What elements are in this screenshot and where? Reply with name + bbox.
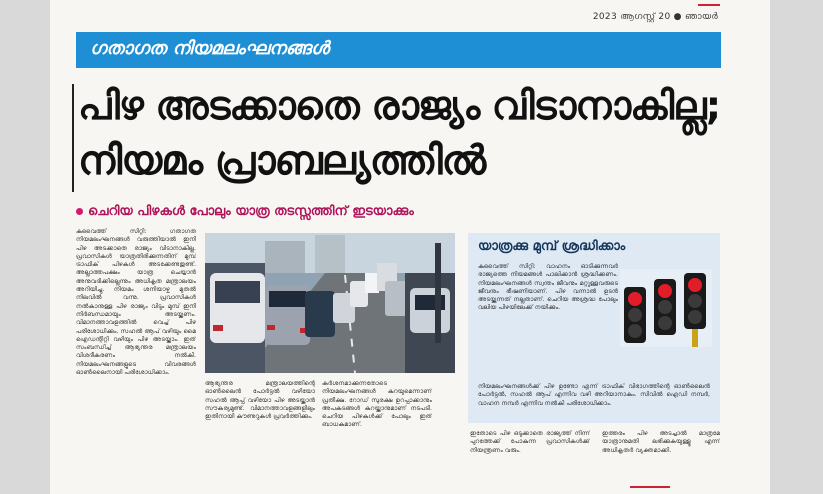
dateline: 2023 ആഗസ്റ്റ് 20 ● ഞായർ xyxy=(592,12,718,22)
headline-rule xyxy=(72,84,74,192)
article-column-3: കർശനമാക്കുന്നതോടെ നിയമലംഘനങ്ങൾ കുറയുമെന്നാണ് പ്രതീക്ഷ. റോഡ് സുരക്ഷ ഉറപ്പാക്കാനും അപകടങ്ങൾ കുറയ്ക്കാനുമാണ് നടപടി. ചെറിയ പിഴകൾക്ക് പോലും ഇത് ബാധകമാണ്. xyxy=(322,380,432,429)
headline-line-1: പിഴ അടക്കാതെ രാജ്യം വിടാനാകില്ല; xyxy=(78,84,721,129)
newspaper-page xyxy=(50,0,770,494)
bullet-icon xyxy=(76,208,83,215)
article-column-5: ഇത്തരം പിഴ അടച്ചാൽ മാത്രമേ യാത്രാനുമതി ലഭിക്കുകയുള്ളൂ എന്ന് അധികൃതർ വ്യക്തമാക്കി. xyxy=(602,430,720,454)
subheadline-text: ചെറിയ പിഴകൾ പോലും യാത്ര തടസ്സത്തിന് ഇടയാക്കും xyxy=(88,204,414,219)
section-banner xyxy=(76,32,721,68)
article-column-4: ഇതോടെ പിഴ ഒടുക്കാതെ രാജ്യത്ത് നിന്ന് പുറത്തേക്ക് പോകുന്ന പ്രവാസികൾക്ക് നിയന്ത്രണം വരും. xyxy=(470,430,590,454)
sidebar-box-title: യാത്രക്കു മുമ്പ് ശ്രദ്ധിക്കാം xyxy=(478,239,626,254)
traffic-photo-illustration xyxy=(205,233,455,373)
sidebar-box-text-2: നിയമലംഘനങ്ങൾക്ക് പിഴ ഉണ്ടോ എന്ന് ട്രാഫിക് വിഭാഗത്തിന്റെ ഓൺലൈൻ പോർട്ടൽ, സഹൽ ആപ് എന്നിവ വഴി അറിയാനാകും. സിവിൽ ഐഡി നമ്പർ, വാഹന നമ്പർ എന്നിവ നൽകി പരിശോധിക്കാം. xyxy=(478,383,710,407)
sidebar-box-text-1: കുവൈത്ത് സിറ്റി: വാഹനം ഓടിക്കുന്നവർ രാജ്യത്തെ നിയമങ്ങൾ പാലിക്കാൻ ശ്രദ്ധിക്കണം. നിയമലംഘനങ്ങൾ സ്വന്തം ജീവനും മറ്റുള്ളവരുടെ ജീവനും ഭീഷണിയാണ്. പിഴ വന്നാൽ ഉടൻ അടയ്ക്കുന്നത് നല്ലതാണ്. ചെറിയ അശ്രദ്ധ പോലും വലിയ പിഴയിലേക്ക് നയിക്കും. xyxy=(478,263,618,312)
article-column-1: കുവൈത്ത് സിറ്റി: ഗതാഗത നിയമലംഘനങ്ങൾ വരുത്തിയാൽ ഇനി പിഴ അടക്കാതെ രാജ്യം വിടാനാകില്ല. പ്രവാസികൾ യാത്രതിരിക്കുന്നതിന് മുമ്പ് ട്രാഫിക് പിഴകൾ അടക്കേണ്ടതുണ്ട്. അല്ലാത്തപക്ഷം യാത്ര ചെയ്യാൻ അനുവദിക്കില്ലെന്നും അധികൃത മന്ത്രാലയം അറിയിച്ചു. നിയമം ശനിയാഴ്ച മുതൽ നിലവിൽ വന്നു. പ്രവാസികൾ നൽകാനുള്ള പിഴ രാജ്യം വിടും മുമ്പ് ഇനി നിർബന്ധമായും അടയ്ക്കണം. വിമാനത്താവളത്തിൽ വെച്ച് പിഴ പരിശോധിക്കും. സഹൽ ആപ് വഴിയും മൈ ഐഡന്റിറ്റി വഴിയും പിഴ അടയ്ക്കാം. ഇത് സംബന്ധിച്ച് ആഭ്യന്തര മന്ത്രാലയം വിശദീകരണം നൽകി. നിയമലംഘനങ്ങളുടെ വിവരങ്ങൾ ഓൺലൈനായി പരിശോധിക്കാം. xyxy=(76,228,196,377)
sidebar-box xyxy=(468,233,720,423)
traffic-lights-illustration xyxy=(620,269,712,347)
headline-line-2: നിയമം പ്രാബല്യത്തിൽ xyxy=(78,138,486,184)
footer-red-mark xyxy=(630,486,670,494)
traffic-jam-photo xyxy=(205,233,455,373)
subheadline xyxy=(76,204,414,219)
traffic-light-icon xyxy=(620,269,712,347)
article-column-2: ആഭ്യന്തര മന്ത്രാലയത്തിന്റെ ഓൺലൈൻ പോർട്ടൽ വഴിയോ സഹൽ ആപ്പ് വഴിയോ പിഴ അടയ്ക്കാൻ സൗകര്യമുണ്ട്. വിമാനത്താവളങ്ങളിലും ഇതിനായി കൗണ്ടറുകൾ പ്രവർത്തിക്കും. xyxy=(205,380,315,421)
section-banner-label: ഗതാഗത നിയമലംഘനങ്ങൾ xyxy=(90,38,330,59)
